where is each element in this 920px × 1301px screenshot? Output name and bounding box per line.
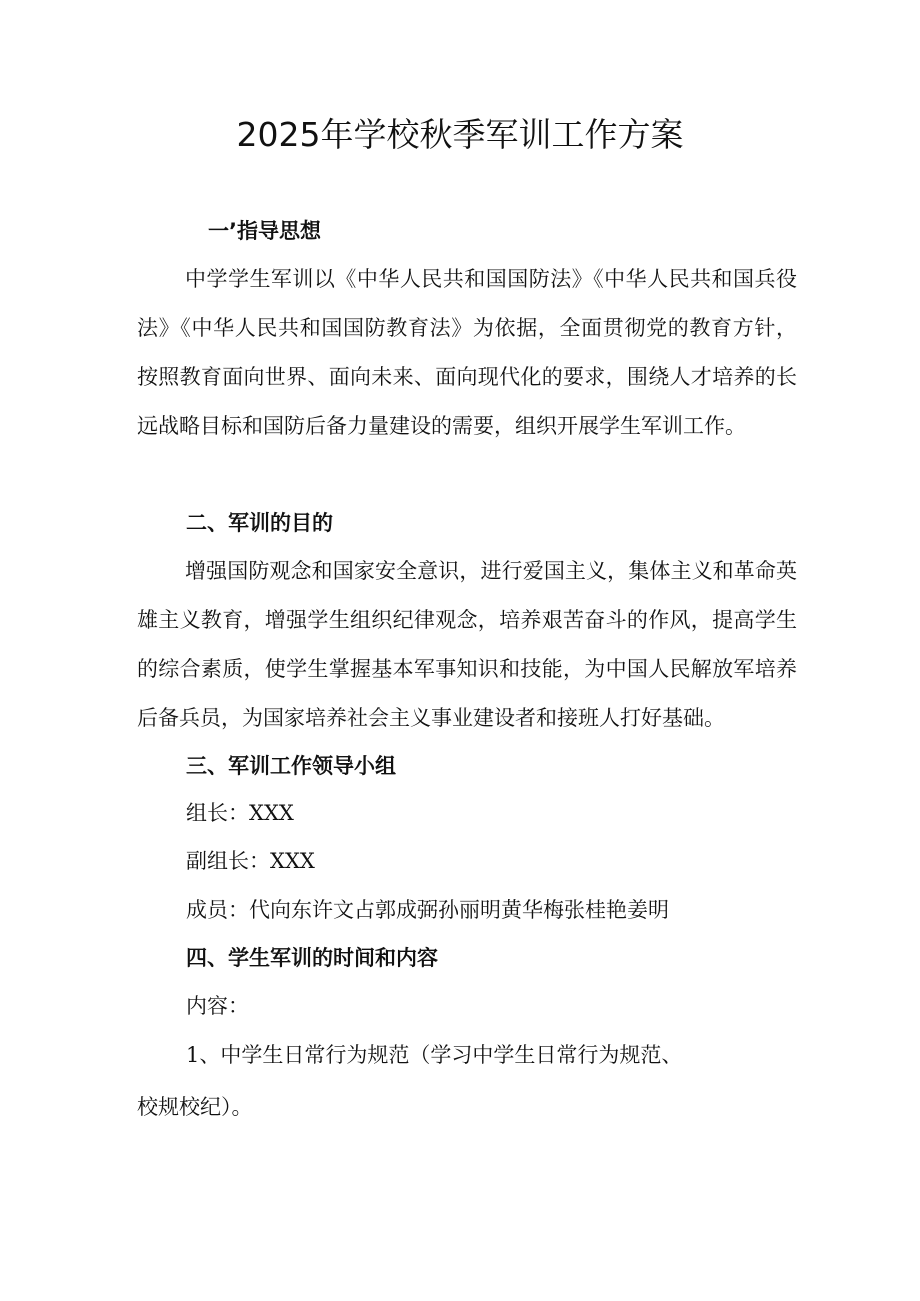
- deputy-leader-line: 副组长：XXX: [186, 849, 315, 873]
- leader-line: 组长：XXX: [186, 801, 294, 825]
- section-heading-purpose: 二、军训的目的: [186, 511, 333, 535]
- document-title: 2025年学校秋季军训工作方案: [236, 115, 684, 154]
- section-heading-leadership-group: 三、军训工作领导小组: [186, 754, 396, 778]
- section-heading-time-and-content: 四、学生军训的时间和内容: [186, 946, 438, 970]
- content-item-1-continuation: 校规校纪）。: [137, 1095, 253, 1119]
- section-paragraph-guiding-ideology: 中学学生军训以《中华人民共和国国防法》《中华人民共和国兵役法》《中华人民共和国国防教育法》为依据，全面贯彻党的教育方针，按照教育面向世界、面向未来、面向现代化的要求，围绕人才培养的长远战略目标和国防后备力量建设的需要，组织开展学生军训工作。: [137, 267, 797, 438]
- section-heading-guiding-ideology: 一’指导思想: [208, 219, 321, 243]
- section-paragraph-purpose: 增强国防观念和国家安全意识，进行爱国主义，集体主义和革命英雄主义教育，增强学生组织纪律观念，培养艰苦奋斗的作风，提高学生的综合素质，使学生掌握基本军事知识和技能，为中国人民解放军培养后备兵员，为国家培养社会主义事业建设者和接班人打好基础。: [137, 559, 797, 730]
- content-label: 内容：: [186, 994, 249, 1018]
- members-line: 成员：代向东许文占郭成弼孙丽明黄华梅张桂艳姜明: [186, 898, 669, 922]
- content-item-1: 1、中学生日常行为规范（学习中学生日常行为规范、: [186, 1043, 683, 1067]
